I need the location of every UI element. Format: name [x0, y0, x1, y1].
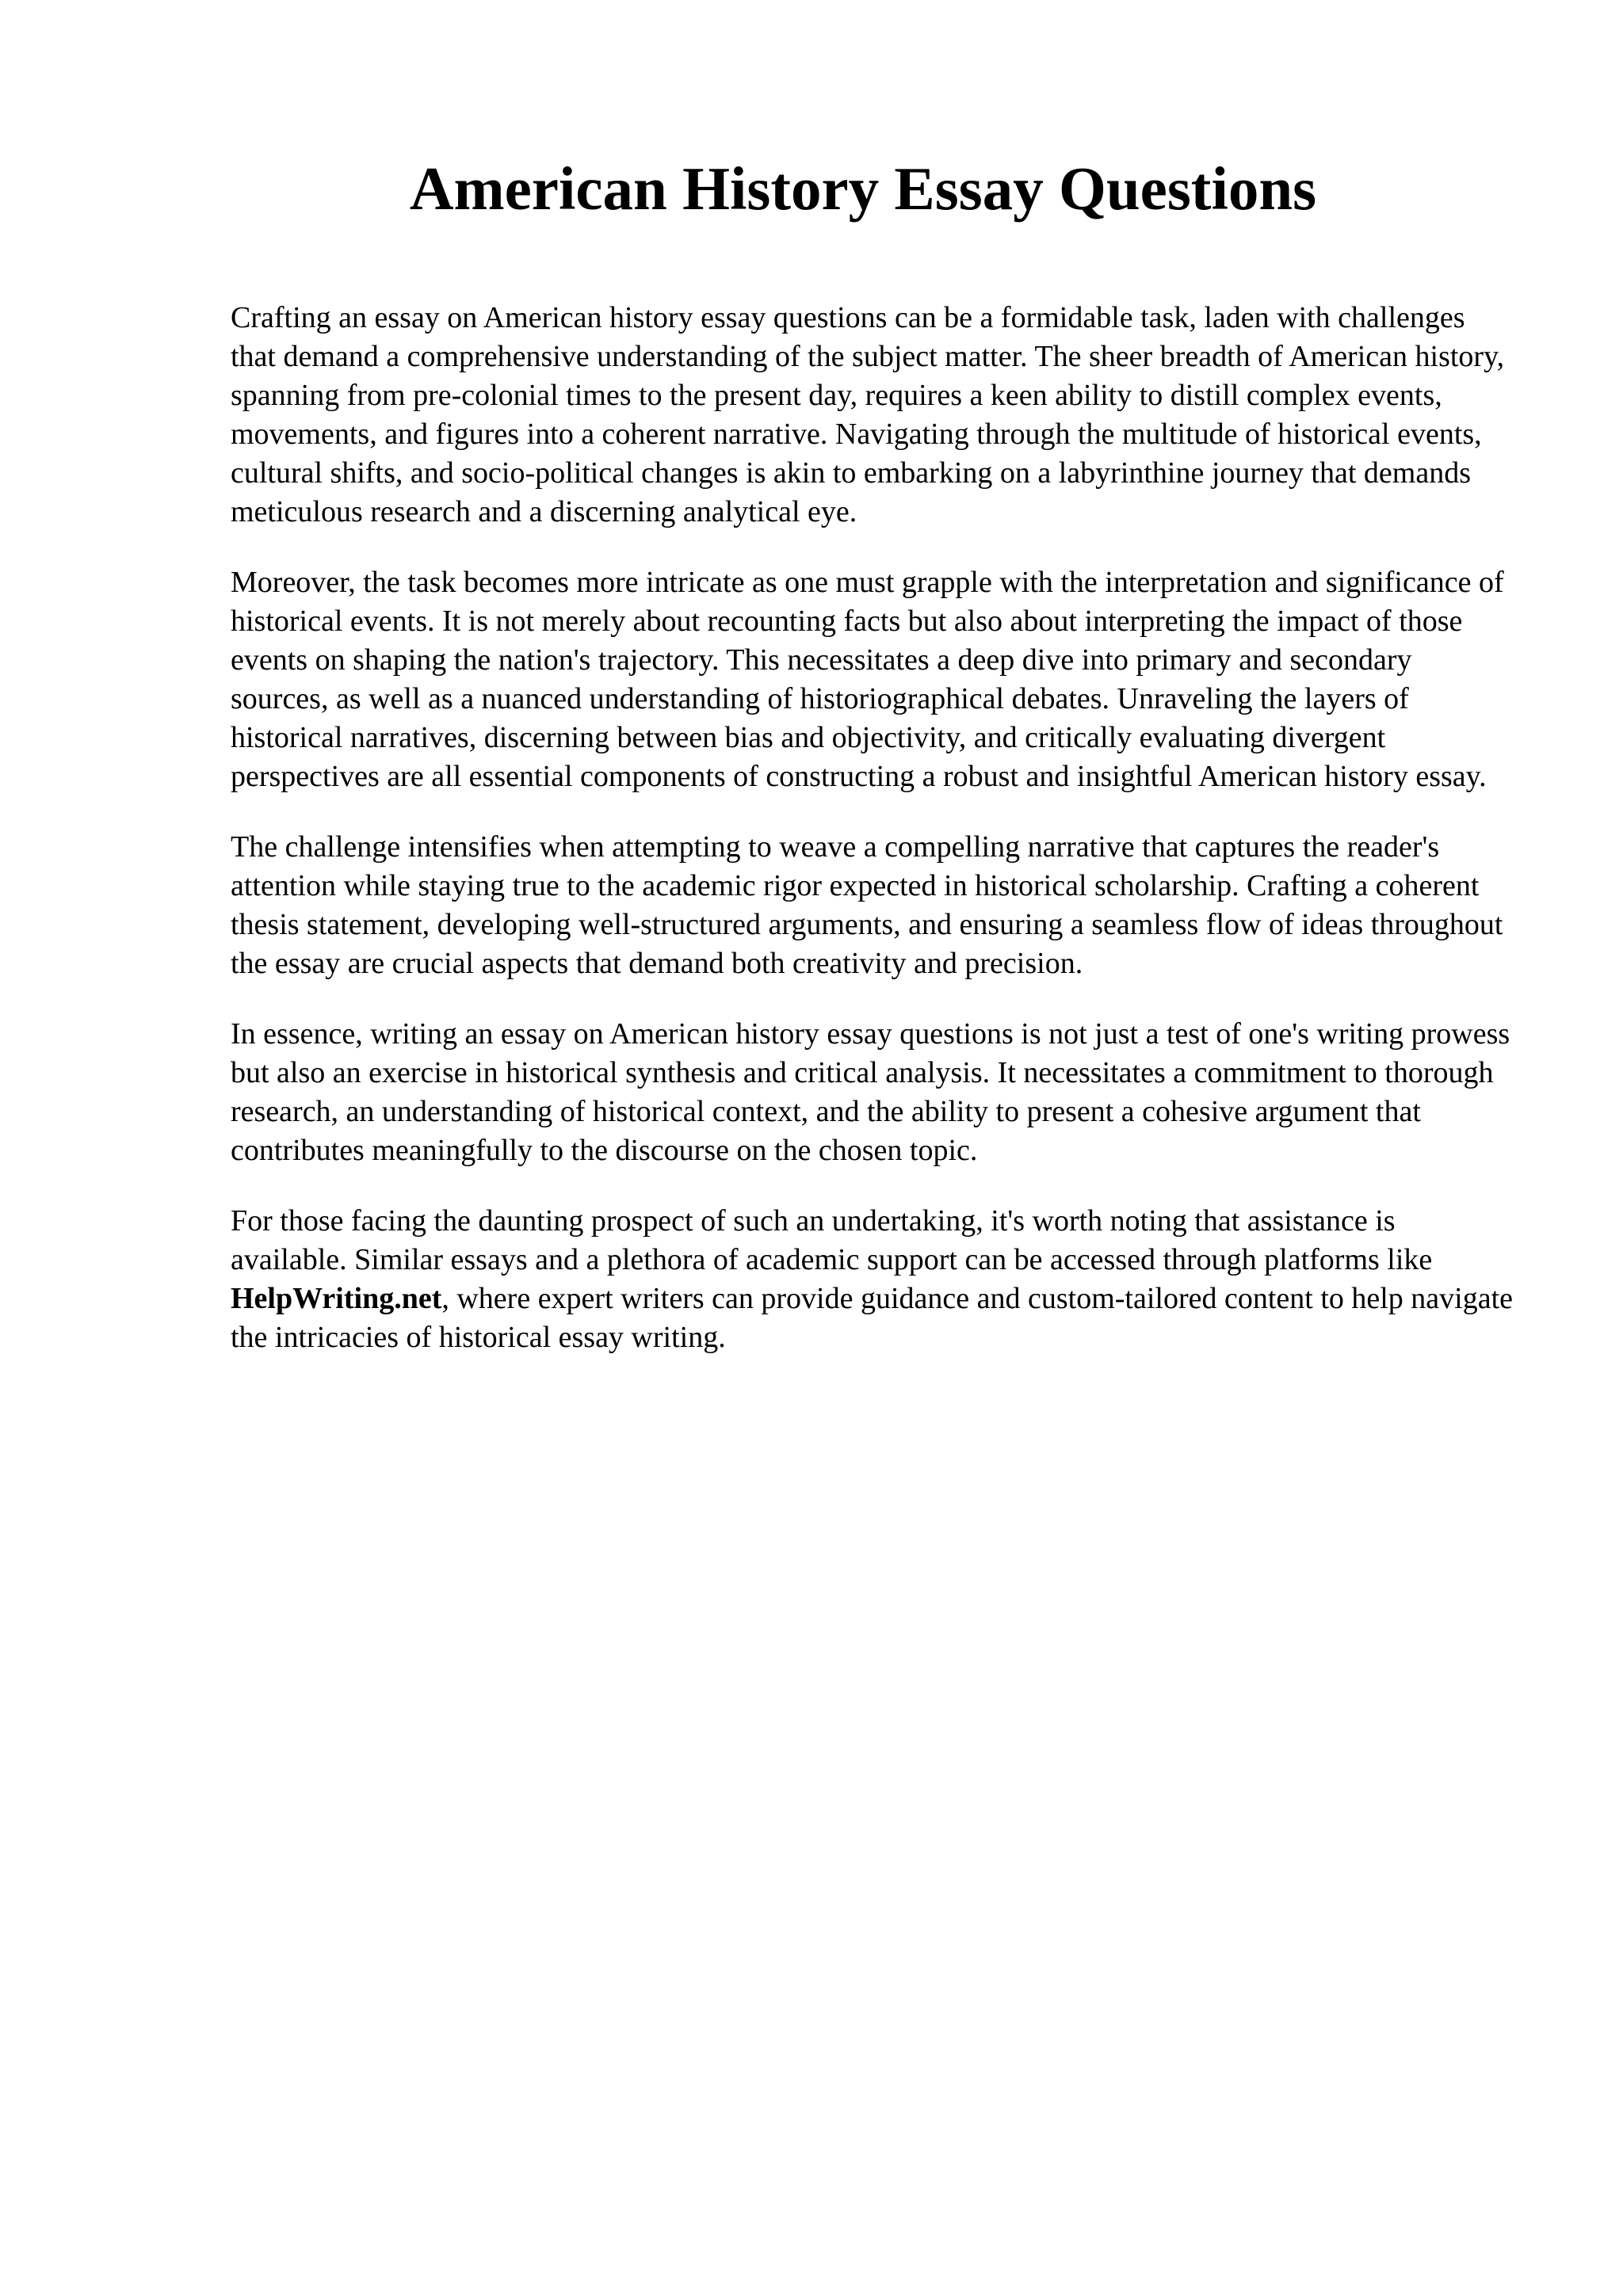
paragraph-text-after-link: , where expert writers can provide guidance and custom-tailored content to help navigate the intricacies of historical essay writing.: [231, 1282, 1514, 1354]
document-title: American History Essay Questions: [409, 154, 1317, 223]
paragraph-with-link: [231, 1202, 1516, 1357]
paragraph: The challenge intensifies when attempting to weave a compelling narrative that captures the reader's attention while staying true to the academic rigor expected in historical scholarship. Crafting a coherent thesis statement, developing well-structured arguments, and ensuring a seamless flow of ideas throughout the essay are crucial aspects that demand both creativity and precision.: [231, 830, 1503, 980]
paragraph: Moreover, the task becomes more intricate as one must grapple with the interpretation and significance of historical events. It is not merely about recounting facts but also about interpreting the impact of those events on shaping the nation's trajectory. This necessitates a deep dive into primary and secondary sources, as well as a nuanced understanding of historiographical debates. Unraveling the layers of historical narratives, discerning between bias and objectivity, and critically evaluating divergent perspectives are all essential components of constructing a robust and insightful American history essay.: [231, 566, 1504, 793]
helpwriting-link[interactable]: HelpWriting.net: [231, 1282, 442, 1315]
paragraph: In essence, writing an essay on American history essay questions is not just a test of one's writing prowess but also an exercise in historical synthesis and critical analysis. It necessitates a commitment to thorough research, an understanding of historical context, and the ability to present a cohesive argument that contributes meaningfully to the discourse on the chosen topic.: [231, 1017, 1510, 1167]
paragraph: Crafting an essay on American history essay questions can be a formidable task, laden with challenges that demand a comprehensive understanding of the subject matter. The sheer breadth of American history, spanning from pre-colonial times to the present day, requires a keen ability to distill complex events, movements, and figures into a coherent narrative. Navigating through the multitude of historical events, cultural shifts, and socio-political changes is akin to embarking on a labyrinthine journey that demands meticulous research and a discerning analytical eye.: [231, 301, 1505, 528]
document-body: [231, 299, 1516, 1389]
paragraph-text-before-link: For those facing the daunting prospect of such an undertaking, it's worth noting that assistance is available. Similar essays and a plethora of academic support can be accessed through platforms like: [231, 1204, 1433, 1276]
